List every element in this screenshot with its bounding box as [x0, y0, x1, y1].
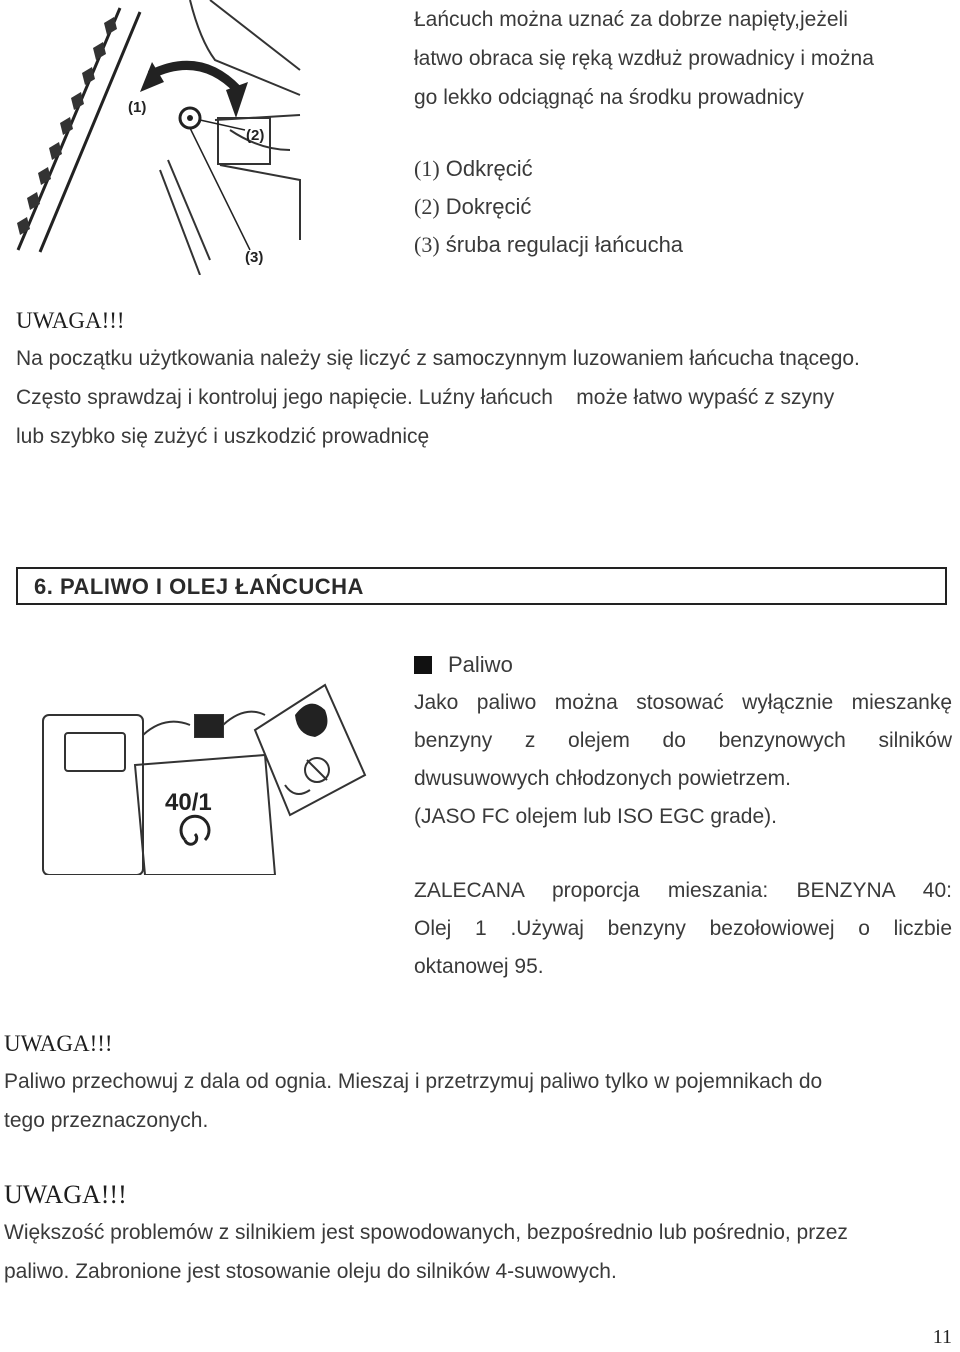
fuel-heading-text: Paliwo	[448, 652, 513, 677]
warning-line: tego przeznaczonych.	[4, 1109, 209, 1132]
intro-paragraph	[414, 0, 874, 117]
warning-line: Na początku użytkowania należy się liczyć z samoczynnym luzowaniem łańcucha tnącego.	[16, 347, 860, 370]
legend-item	[414, 150, 683, 188]
legend-number: (2)	[414, 194, 440, 219]
fuel-line: Jako paliwo można stosować wyłącznie mieszankę	[414, 691, 952, 714]
intro-line: Łańcuch można uznać za dobrze napięty,jeżeli	[414, 8, 848, 31]
warning-title: UWAGA!!!	[4, 1031, 113, 1056]
ratio-line: oktanowej 95.	[414, 955, 544, 978]
fuel-heading	[414, 645, 513, 684]
legend-item	[414, 226, 683, 264]
legend-number: (1)	[414, 156, 440, 181]
can-ratio-label: 40/1	[165, 789, 212, 816]
page-number: 11	[932, 1326, 952, 1348]
legend-text: Odkręcić	[445, 156, 533, 181]
fuel-line: benzyny z olejem do benzynowych silników	[414, 729, 952, 752]
warning-line: lub szybko się zużyć i uszkodzić prowadnicę	[16, 425, 430, 448]
fuel-line: (JASO FC olejem lub ISO EGC grade).	[414, 805, 777, 828]
intro-line: łatwo obraca się ręką wzdłuż prowadnicy i można	[414, 47, 874, 70]
warning-title: UWAGA!!!	[4, 1180, 127, 1209]
warning-title: UWAGA!!!	[16, 308, 125, 333]
warning-text	[4, 1062, 822, 1140]
warning-text	[16, 339, 860, 456]
ratio-line: ZALECANA proporcja mieszania: BENZYNA 40:	[414, 879, 952, 902]
fuel-description	[414, 684, 952, 836]
figure1-label-1: (1)	[128, 99, 147, 116]
legend-text: śruba regulacji łańcucha	[445, 232, 684, 257]
warning-text	[4, 1213, 848, 1291]
intro-line: go lekko odciągnąć na środku prowadnicy	[414, 86, 804, 109]
figure1-label-3: (3)	[245, 249, 264, 266]
warning-line: Większość problemów z silnikiem jest spowodowanych, bezpośrednio lub pośrednio, przez	[4, 1221, 848, 1244]
section-title: 6. PALIWO I OLEJ ŁAŃCUCHA	[34, 574, 364, 599]
legend-number: (3)	[414, 232, 440, 257]
ratio-line: Olej 1 .Używaj benzyny bezołowiowej o liczbie	[414, 917, 952, 940]
section-header	[16, 567, 947, 605]
fuel-ratio	[414, 872, 952, 986]
chain-adjustment-illustration	[0, 0, 320, 275]
fuel-line: dwusuwowych chłodzonych powietrzem.	[414, 767, 792, 790]
figure1-label-2: (2)	[246, 127, 265, 144]
warning-line: Często sprawdzaj i kontroluj jego napięcie. Luźny łańcuch może łatwo wypaść z szyny	[16, 386, 835, 409]
legend-item	[414, 188, 683, 226]
square-bullet-icon	[414, 656, 432, 674]
legend-text: Dokręcić	[445, 194, 532, 219]
warning-line: Paliwo przechowuj z dala od ognia. Mieszaj i przetrzymuj paliwo tylko w pojemnikach do	[4, 1070, 823, 1093]
warning-line: paliwo. Zabronione jest stosowanie oleju do silników 4-suwowych.	[4, 1260, 617, 1283]
fuel-can-illustration	[35, 675, 375, 875]
figure-legend	[414, 150, 683, 264]
